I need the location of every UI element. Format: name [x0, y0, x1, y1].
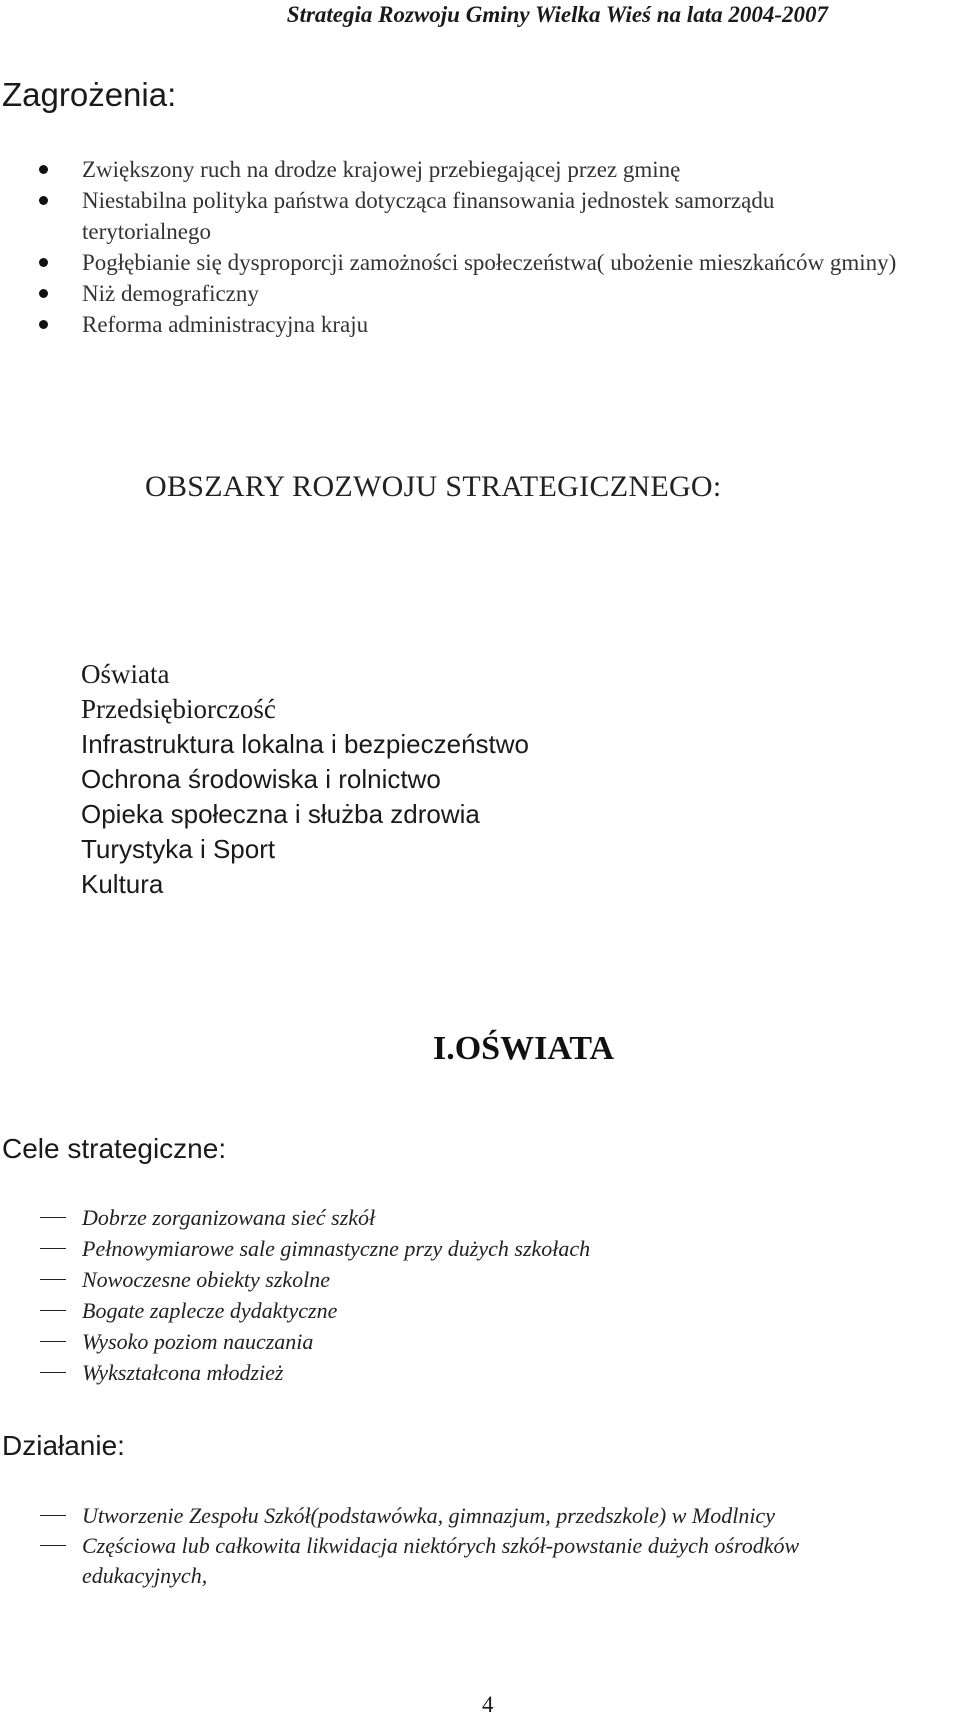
list-item: [0, 309, 900, 340]
area-label: Ochrona środowiska i rolnictwo: [81, 764, 441, 794]
list-item: [0, 1233, 900, 1264]
list-item-text: Pełnowymiarowe sale gimnastyczne przy dużych szkołach: [82, 1236, 591, 1261]
running-header: Strategia Rozwoju Gminy Wielka Wieś na lata 2004-2007: [286, 2, 828, 27]
section-title: I.OŚWIATA: [433, 1030, 615, 1067]
dash-icon: [40, 1545, 66, 1546]
bullet-icon: [39, 196, 48, 205]
actions-heading: Działanie:: [2, 1430, 125, 1461]
area-label: Kultura: [81, 869, 164, 899]
bullet-icon: [39, 258, 48, 267]
goals-list: [0, 1202, 900, 1388]
bullet-icon: [39, 289, 48, 298]
page-number: 4: [482, 1692, 494, 1717]
list-item-text: Niestabilna polityka państwa dotycząca finansowania jednostek samorządu terytorialnego: [82, 188, 775, 244]
list-item: [0, 154, 900, 185]
list-item: [0, 1501, 870, 1531]
dash-icon: [40, 1515, 66, 1516]
list-item-text: Reforma administracyjna kraju: [82, 312, 369, 337]
threats-list: [0, 154, 900, 340]
list-item-text: Pogłębianie się dysproporcji zamożności społeczeństwa( ubożenie mieszkańców gminy): [82, 250, 897, 275]
list-item: [0, 247, 900, 278]
list-item-text: Zwiększony ruch na drodze krajowej przebiegającej przez gminę: [82, 157, 681, 182]
list-item-text: Bogate zaplecze dydaktyczne: [82, 1298, 338, 1323]
list-item: [0, 278, 900, 309]
goals-heading: Cele strategiczne:: [2, 1133, 227, 1164]
list-item: [0, 1264, 900, 1295]
list-item-text: Wysoko poziom nauczania: [82, 1329, 314, 1354]
dash-icon: [40, 1372, 66, 1373]
list-item-text: Niż demograficzny: [82, 281, 259, 306]
dash-icon: [40, 1341, 66, 1342]
area-label: Opieka społeczna i służba zdrowia: [81, 799, 480, 829]
dash-icon: [40, 1279, 66, 1280]
list-item: [0, 1295, 900, 1326]
actions-list: [0, 1501, 870, 1591]
list-item-text: Dobrze zorganizowana sieć szkół: [82, 1205, 376, 1230]
area-label: Oświata: [81, 659, 170, 689]
list-item: [0, 1357, 900, 1388]
list-item: [0, 1531, 870, 1591]
list-item: [0, 1326, 900, 1357]
list-item: [0, 185, 900, 247]
list-item-text: Częściowa lub całkowita likwidacja niektórych szkół-powstanie dużych ośrodków edukacyjnych,: [82, 1533, 800, 1588]
area-label: Turystyka i Sport: [81, 834, 276, 864]
areas-heading: OBSZARY ROZWOJU STRATEGICZNEGO:: [145, 470, 722, 503]
dash-icon: [40, 1248, 66, 1249]
threats-heading: Zagrożenia:: [2, 76, 177, 113]
bullet-icon: [39, 320, 48, 329]
list-item-text: Nowoczesne obiekty szkolne: [82, 1267, 331, 1292]
bullet-icon: [39, 165, 48, 174]
list-item-text: Wykształcona młodzież: [82, 1360, 284, 1385]
list-item: [0, 1202, 900, 1233]
area-label: Infrastruktura lokalna i bezpieczeństwo: [81, 729, 530, 759]
dash-icon: [40, 1217, 66, 1218]
dash-icon: [40, 1310, 66, 1311]
area-label: Przedsiębiorczość: [81, 694, 276, 724]
list-item-text: Utworzenie Zespołu Szkół(podstawówka, gimnazjum, przedszkole) w Modlnicy: [82, 1503, 775, 1528]
